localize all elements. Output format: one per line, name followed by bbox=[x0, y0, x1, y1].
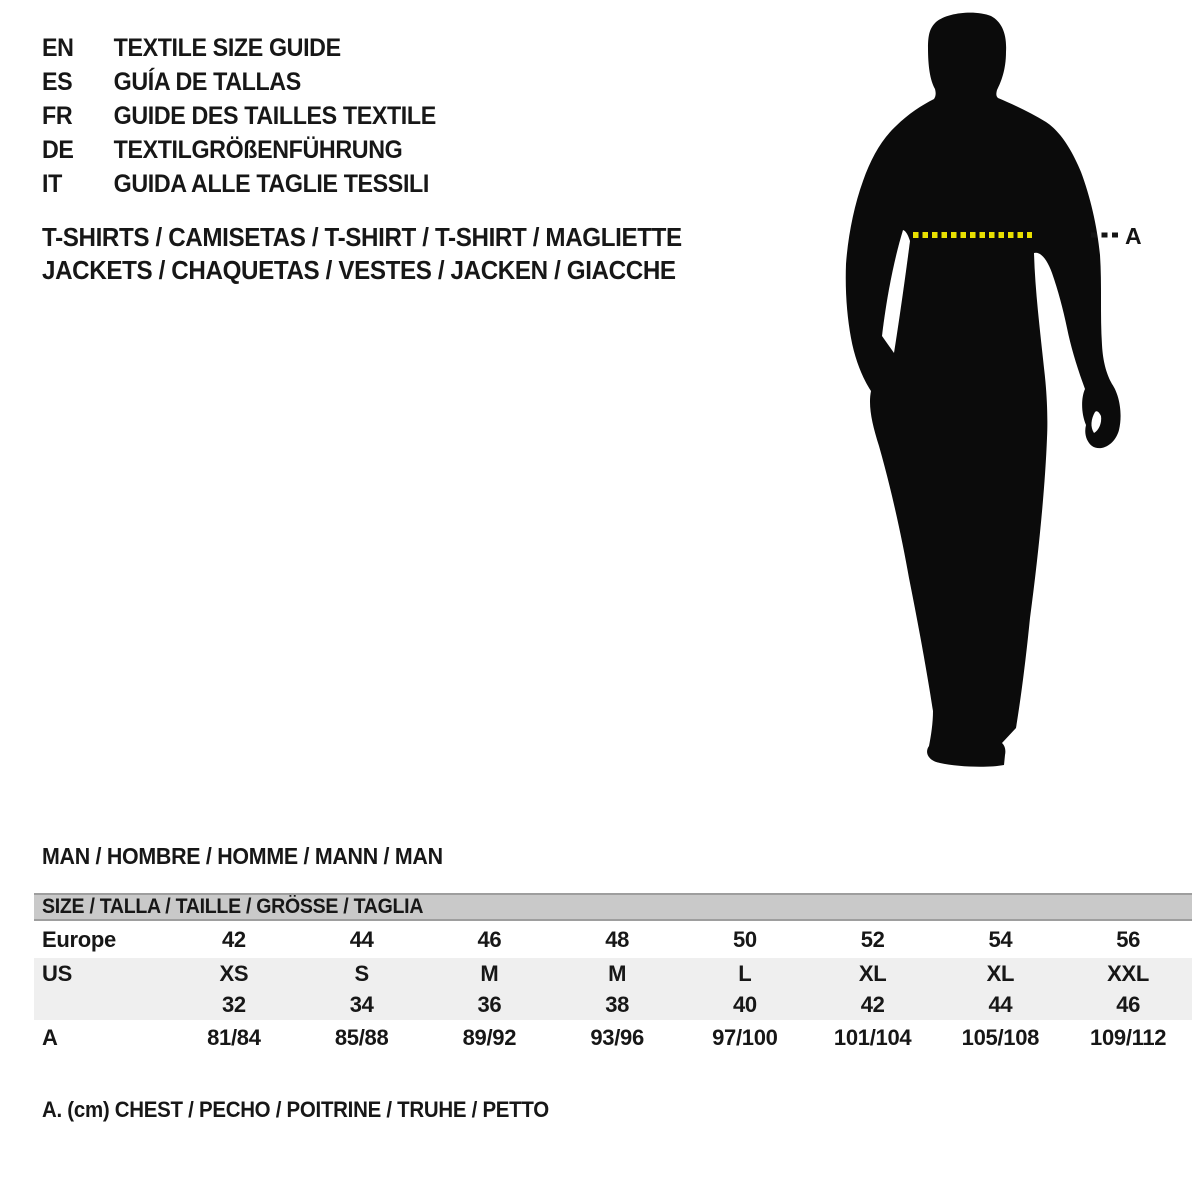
language-row bbox=[42, 99, 436, 133]
language-guide-list bbox=[42, 31, 436, 201]
size-cell: XS bbox=[219, 960, 249, 986]
size-cell: 38 bbox=[605, 991, 630, 1017]
size-cell: 44 bbox=[349, 926, 374, 952]
language-row bbox=[42, 65, 436, 99]
table-row-us bbox=[34, 958, 1192, 989]
language-row bbox=[42, 133, 436, 167]
language-guide-title: GUIDA ALLE TAGLIE TESSILI bbox=[113, 169, 429, 198]
size-cell: XL bbox=[986, 960, 1015, 986]
language-guide-title: GUIDE DES TAILLES TEXTILE bbox=[113, 101, 436, 130]
size-cell: 40 bbox=[732, 991, 757, 1017]
size-cell: 36 bbox=[477, 991, 502, 1017]
size-cell: 50 bbox=[732, 926, 757, 952]
row-label: A bbox=[42, 1025, 58, 1050]
language-guide-title: TEXTILE SIZE GUIDE bbox=[113, 33, 341, 62]
table-row-numeric bbox=[34, 989, 1192, 1020]
size-cell: 48 bbox=[605, 926, 630, 952]
language-guide-title: TEXTILGRÖßENFÜHRUNG bbox=[113, 135, 403, 164]
category-line-jackets: JACKETS / CHAQUETAS / VESTES / JACKEN / GIACCHE bbox=[42, 255, 676, 285]
size-cell: 44 bbox=[988, 991, 1013, 1017]
man-silhouette-figure bbox=[835, 0, 1165, 800]
table-header-label: SIZE / TALLA / TAILLE / GRÖSSE / TAGLIA bbox=[42, 895, 424, 918]
measure-label-a: A bbox=[1125, 223, 1142, 249]
size-cell: S bbox=[354, 960, 369, 986]
size-cell: 46 bbox=[477, 926, 502, 952]
size-table bbox=[34, 893, 1192, 1056]
size-cell: 105/108 bbox=[961, 1025, 1040, 1050]
size-cell: 46 bbox=[1116, 991, 1141, 1017]
man-silhouette bbox=[846, 13, 1121, 767]
category-line-tshirts: T-SHIRTS / CAMISETAS / T-SHIRT / T-SHIRT / MAGLIETTE bbox=[42, 222, 682, 252]
language-row bbox=[42, 31, 436, 65]
row-label: US bbox=[42, 960, 72, 986]
size-cell: 97/100 bbox=[712, 1025, 778, 1050]
size-cell: L bbox=[738, 960, 752, 986]
size-cell: XXL bbox=[1107, 960, 1150, 986]
language-row bbox=[42, 167, 436, 201]
language-code: EN bbox=[42, 33, 74, 62]
section-title: MAN / HOMBRE / HOMME / MANN / MAN bbox=[42, 843, 443, 869]
size-cell: 89/92 bbox=[462, 1025, 517, 1050]
size-cell: 42 bbox=[221, 926, 246, 952]
size-cell: 42 bbox=[860, 991, 885, 1017]
size-cell: M bbox=[480, 960, 499, 986]
language-code: IT bbox=[42, 169, 62, 198]
row-label: Europe bbox=[42, 926, 116, 952]
size-cell: 52 bbox=[860, 926, 885, 952]
size-cell: 32 bbox=[221, 991, 246, 1017]
size-cell: 109/112 bbox=[1090, 1025, 1167, 1050]
table-header bbox=[34, 893, 1192, 921]
size-cell: M bbox=[608, 960, 627, 986]
language-code: FR bbox=[42, 101, 73, 130]
language-code: DE bbox=[42, 135, 74, 164]
product-categories bbox=[42, 221, 682, 287]
measurement-footnote: A. (cm) CHEST / PECHO / POITRINE / TRUHE / PETTO bbox=[42, 1097, 549, 1122]
size-cell: 56 bbox=[1116, 926, 1141, 952]
language-code: ES bbox=[42, 67, 73, 96]
size-cell: 34 bbox=[349, 991, 374, 1017]
table-row-chest-cm bbox=[34, 1020, 1192, 1056]
size-cell: 54 bbox=[988, 926, 1013, 952]
size-cell: 101/104 bbox=[833, 1025, 912, 1050]
size-cell: 85/88 bbox=[334, 1025, 389, 1050]
table-row-europe bbox=[34, 921, 1192, 958]
size-cell: 81/84 bbox=[207, 1025, 261, 1050]
size-cell: 93/96 bbox=[590, 1025, 644, 1050]
size-cell: XL bbox=[858, 960, 887, 986]
language-guide-title: GUÍA DE TALLAS bbox=[113, 67, 301, 96]
